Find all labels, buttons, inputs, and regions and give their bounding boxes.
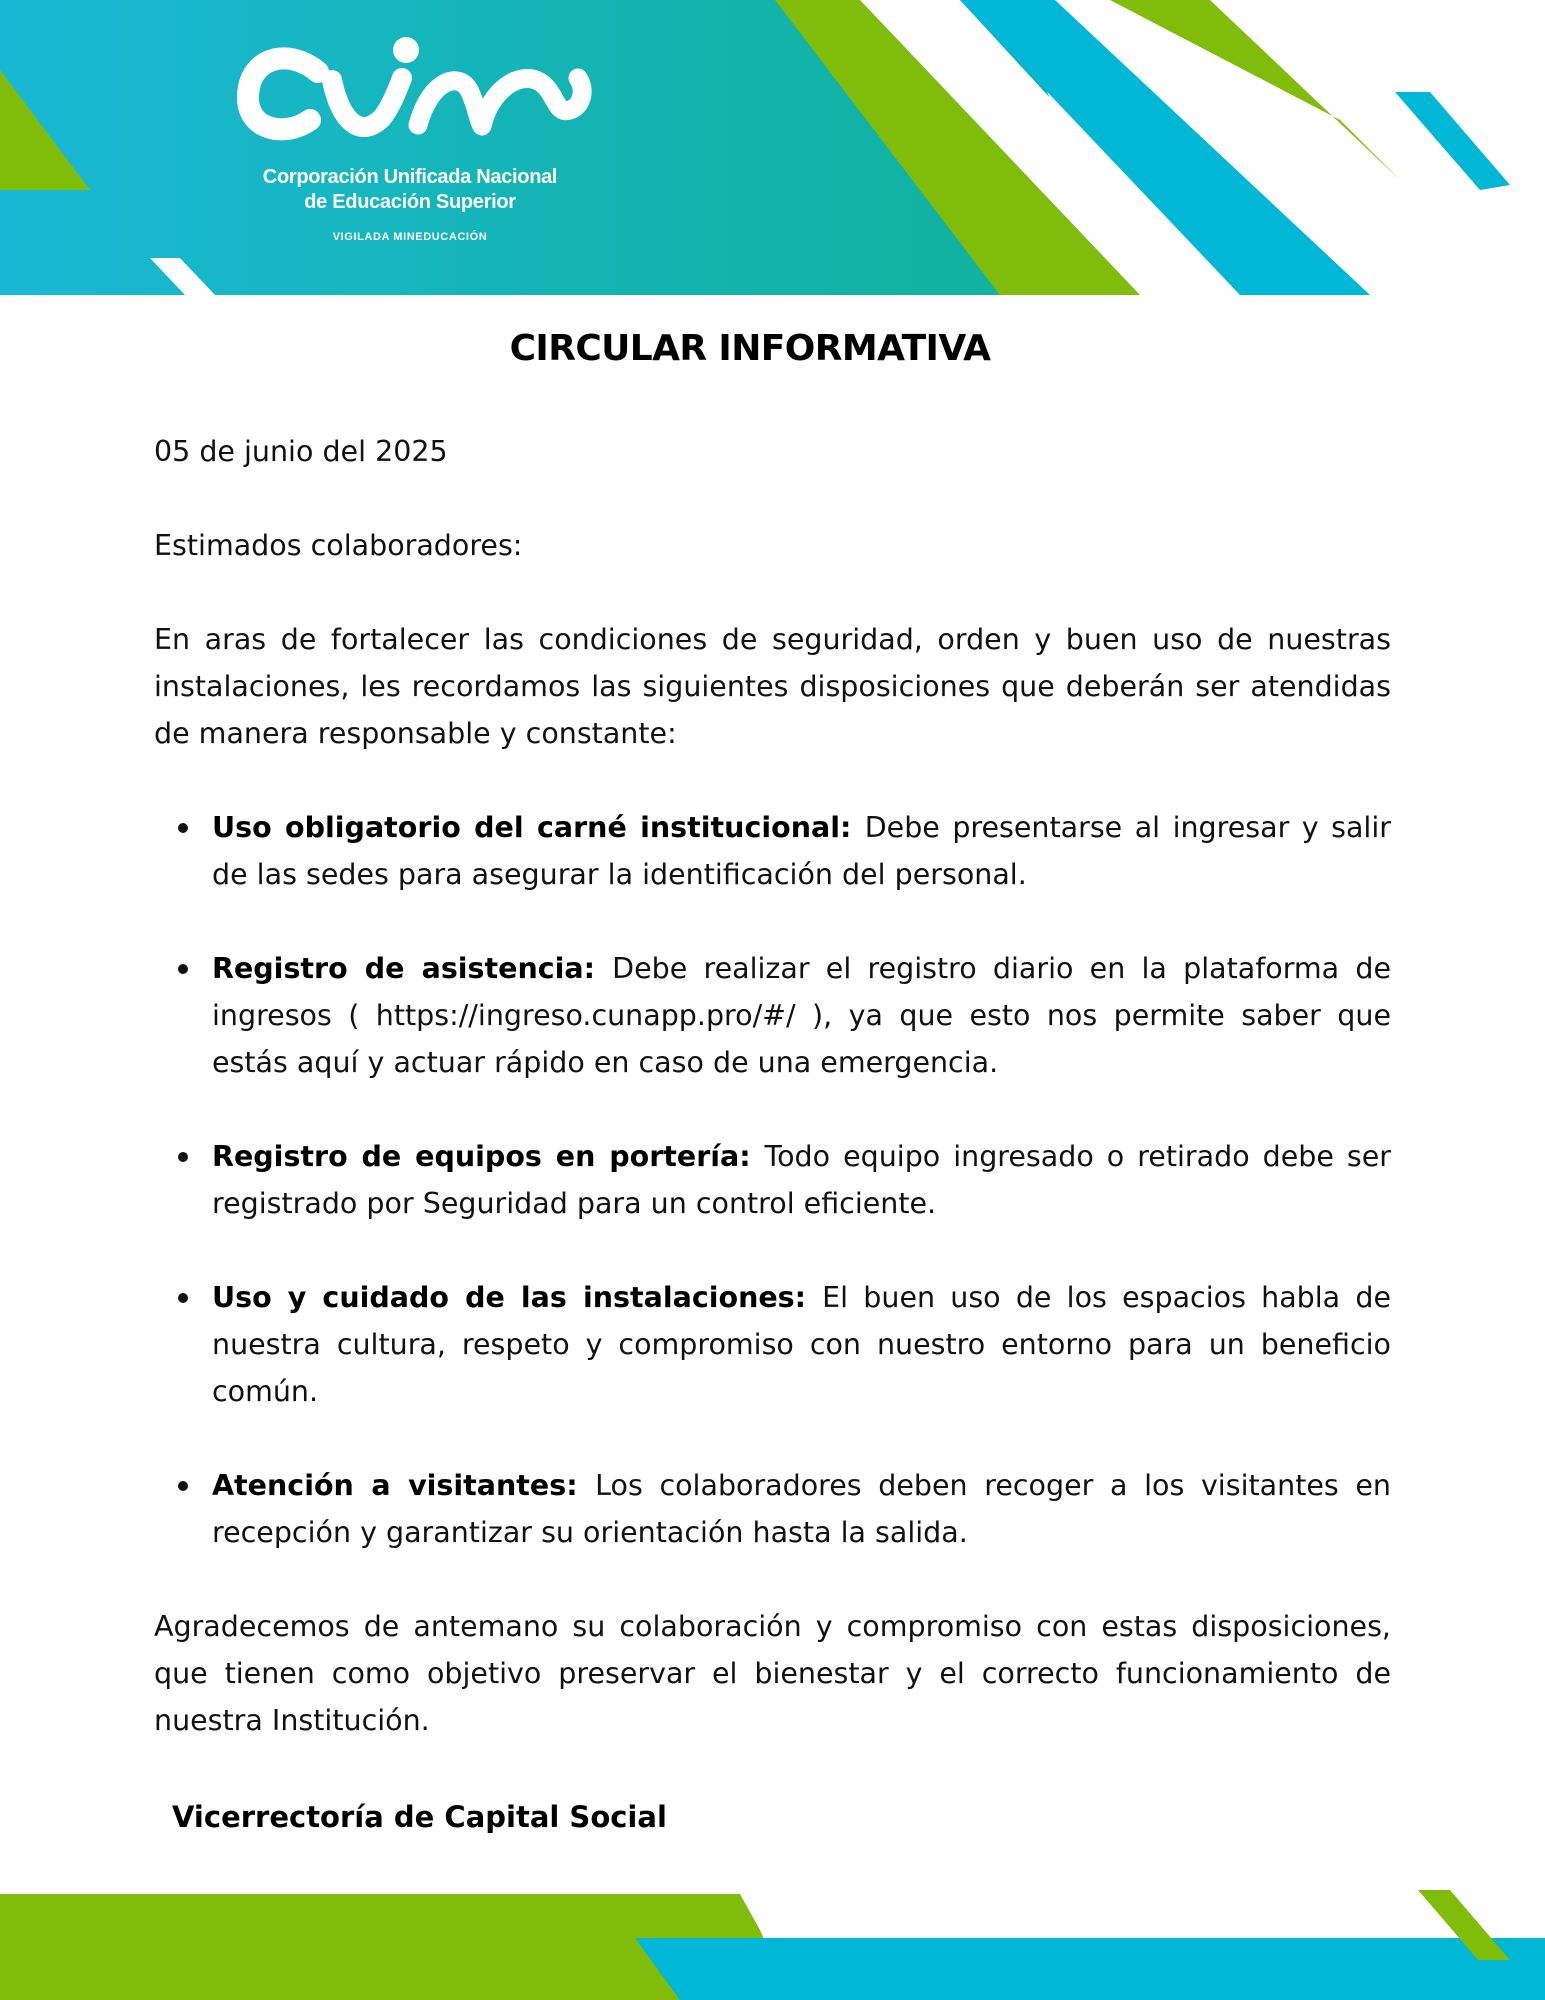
org-name-block bbox=[220, 165, 600, 243]
list-item bbox=[154, 1133, 1391, 1227]
list-item-label: Uso y cuidado de las instalaciones: bbox=[212, 1281, 823, 1314]
org-name-line2: de Educación Superior bbox=[304, 191, 516, 213]
bullet-icon bbox=[178, 1481, 188, 1491]
document-date: 05 de junio del 2025 bbox=[154, 435, 448, 468]
header-cyan-stripe-right bbox=[1395, 92, 1510, 190]
list-item-label: Uso obligatorio del carné institucional: bbox=[212, 811, 865, 844]
dispositions-list bbox=[154, 804, 1391, 1556]
signature: Vicerrectoría de Capital Social bbox=[172, 1800, 667, 1834]
footer-cyan-band bbox=[635, 1938, 1545, 2000]
list-item-text: Todo equipo ingresado o retirado debe ser registrado por Seguridad para un control eficiente. bbox=[212, 1140, 1391, 1220]
list-item-label: Atención a visitantes: bbox=[212, 1469, 596, 1502]
list-item bbox=[154, 1274, 1391, 1415]
list-item bbox=[154, 945, 1391, 1086]
list-item-label: Registro de equipos en portería: bbox=[212, 1140, 765, 1173]
org-name-line1: Corporación Unificada Nacional bbox=[262, 166, 558, 188]
intro-paragraph: En aras de fortalecer las condiciones de seguridad, orden y buen uso de nuestras instalaciones, les recordamos las siguientes disposiciones que deberán ser atendidas de manera responsable y constante: bbox=[154, 623, 1391, 750]
list-item-text: Debe realizar el registro diario en la plataforma de ingresos ( https://ingreso.cunapp.pro/#/ ), ya que esto nos permite saber que estás aquí y actuar rápido en caso de una emergencia. bbox=[212, 952, 1391, 1079]
list-item bbox=[154, 1462, 1391, 1556]
closing-paragraph: Agradecemos de antemano su colaboración y compromiso con estas disposiciones, que tienen como objetivo preservar el bienestar y el correcto funcionamiento de nuestra Institución. bbox=[154, 1610, 1391, 1737]
header-graphic bbox=[0, 0, 1545, 295]
greeting: Estimados colaboradores: bbox=[154, 529, 523, 562]
list-item-label: Registro de asistencia: bbox=[212, 952, 613, 985]
document-title: CIRCULAR INFORMATIVA bbox=[509, 328, 991, 369]
list-item-text: El buen uso de los espacios habla de nuestra cultura, respeto y compromiso con nuestro entorno para un beneficio común. bbox=[212, 1281, 1391, 1408]
document-body bbox=[154, 428, 1391, 1744]
footer-graphic bbox=[0, 1890, 1545, 2000]
list-item bbox=[154, 804, 1391, 898]
bullet-icon bbox=[178, 964, 188, 974]
bullet-icon bbox=[178, 823, 188, 833]
bullet-icon bbox=[178, 1293, 188, 1303]
header-banner bbox=[0, 0, 1545, 295]
list-item-text: Debe presentarse al ingresar y salir de las sedes para asegurar la identificación del personal. bbox=[212, 811, 1391, 891]
list-item-text: Los colaboradores deben recoger a los visitantes en recepción y garantizar su orientación hasta la salida. bbox=[212, 1469, 1391, 1549]
bullet-icon bbox=[178, 1152, 188, 1162]
vigilada-label: VIGILADA MINEDUCACIÓN bbox=[332, 231, 488, 243]
footer-green-band bbox=[0, 1894, 760, 1930]
footer-banner bbox=[0, 1890, 1545, 2000]
